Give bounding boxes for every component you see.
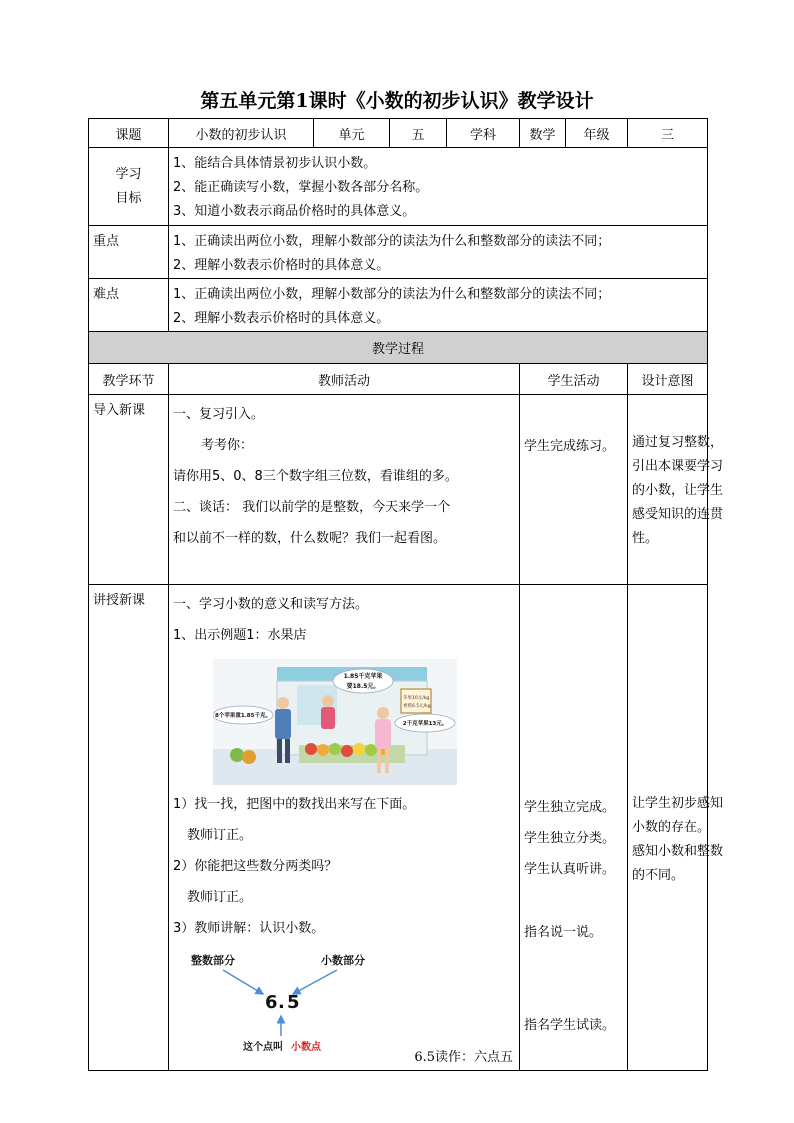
intro-teacher: 一、复习引入。 考考你： 请你用5、0、8三个数字组三位数，看谁组的多。 二、谈话： 我们以前学的是整数，今天来学一个 和以前不一样的数，什么数呢？我们一起看图。	[169, 395, 520, 585]
new-lesson-row	[89, 585, 708, 1071]
svg-text:8个苹果重1.85千克。: 8个苹果重1.85千克。	[215, 713, 271, 719]
difficult-points-content	[169, 279, 708, 332]
key-point-item: 1、正确读出两位小数，理解小数部分的读法为什么和整数部分的读法不同；	[173, 234, 611, 249]
intro-purpose: 通过复习整数， 引出本课要学习 的小数，让学生 感受知识的连贯 性。	[628, 395, 708, 585]
objective-item: 1、能结合具体情景初步认识小数。	[173, 156, 377, 171]
decimal-parts-diagram	[181, 950, 381, 1054]
new-lesson-teacher: 一、学习小数的意义和读写方法。 1、出示例题1：水果店 苹果10元/kg 香蕉6.5元/kg 1.85千克苹果 要18.5元。 8个苹果重1.85千克。 2千克苹果13元。 1）找一找，把图中的数找出来写在下面。 教师订正。 2）你能把这些数分两类吗？ 教师订正。 3）教师讲解：认识小数。 整数部分 小数部分 6 . 5 这个点叫 小数点 6.5读作：六点五	[169, 585, 520, 1071]
intro-student: 学生完成练习。	[520, 395, 628, 585]
svg-text:整数部分: 整数部分	[191, 954, 235, 967]
difficult-points-row	[89, 279, 708, 332]
key-points-content	[169, 226, 708, 279]
col-stage: 教学环节	[89, 364, 169, 395]
difficult-point-item: 2、理解小数表示价格时的具体意义。	[173, 311, 390, 326]
new-lesson-student: 学生独立完成。 学生独立分类。 学生认真听讲。 指名说一说。 指名学生试读。	[520, 585, 628, 1071]
process-title-row	[89, 332, 708, 364]
intro-stage: 导入新课	[89, 395, 169, 585]
new-lesson-stage: 讲授新课	[89, 585, 169, 1071]
subject-label: 学科	[447, 119, 520, 148]
lesson-table	[88, 118, 724, 1071]
grade-label: 年级	[566, 119, 628, 148]
unit-value: 五	[390, 119, 447, 148]
read-note: 6.5读作：六点五	[414, 1050, 513, 1065]
process-header-row	[89, 364, 708, 395]
col-purpose: 设计意图	[628, 364, 708, 395]
fruit-shop-illustration	[213, 659, 457, 785]
intro-row	[89, 395, 708, 585]
objective-item: 2、能正确读写小数，掌握小数各部分名称。	[173, 180, 429, 195]
key-points-label: 重点	[89, 226, 169, 279]
svg-text:香蕉6.5元/kg: 香蕉6.5元/kg	[403, 704, 431, 709]
unit-label: 单元	[314, 119, 390, 148]
objectives-label: 学习 目标	[89, 148, 169, 226]
objectives-content	[169, 148, 708, 226]
page-title: 第五单元第1课时《小数的初步认识》教学设计	[200, 90, 594, 112]
process-title: 教学过程	[89, 332, 708, 364]
svg-text:5: 5	[287, 992, 300, 1013]
svg-text:苹果10元/kg: 苹果10元/kg	[403, 696, 430, 701]
subject-value: 数学	[520, 119, 566, 148]
svg-text:2千克苹果13元。: 2千克苹果13元。	[402, 721, 448, 727]
objective-item: 3、知道小数表示商品价格时的具体意义。	[173, 204, 416, 219]
new-lesson-purpose: 让学生初步感知 小数的存在。 感知小数和整数 的不同。	[628, 585, 708, 1071]
col-student: 学生活动	[520, 364, 628, 395]
objectives-row	[89, 148, 708, 226]
col-teacher: 教师活动	[169, 364, 520, 395]
key-points-row	[89, 226, 708, 279]
difficult-point-item: 1、正确读出两位小数，理解小数部分的读法为什么和整数部分的读法不同；	[173, 287, 611, 302]
svg-text:要18.5元。: 要18.5元。	[346, 683, 380, 690]
difficult-points-label: 难点	[89, 279, 169, 332]
topic-label: 课题	[89, 119, 169, 148]
topic-value: 小数的初步认识	[169, 119, 314, 148]
grade-value: 三	[628, 119, 708, 148]
header-row	[89, 119, 708, 148]
svg-text:1.85千克苹果: 1.85千克苹果	[343, 673, 383, 680]
key-point-item: 2、理解小数表示价格时的具体意义。	[173, 258, 390, 273]
svg-text:小数点: 小数点	[291, 1042, 321, 1053]
svg-text:这个点叫: 这个点叫	[243, 1042, 283, 1053]
svg-text:6: 6	[265, 992, 278, 1013]
svg-text:.: .	[278, 992, 285, 1013]
svg-text:小数部分: 小数部分	[321, 954, 365, 967]
